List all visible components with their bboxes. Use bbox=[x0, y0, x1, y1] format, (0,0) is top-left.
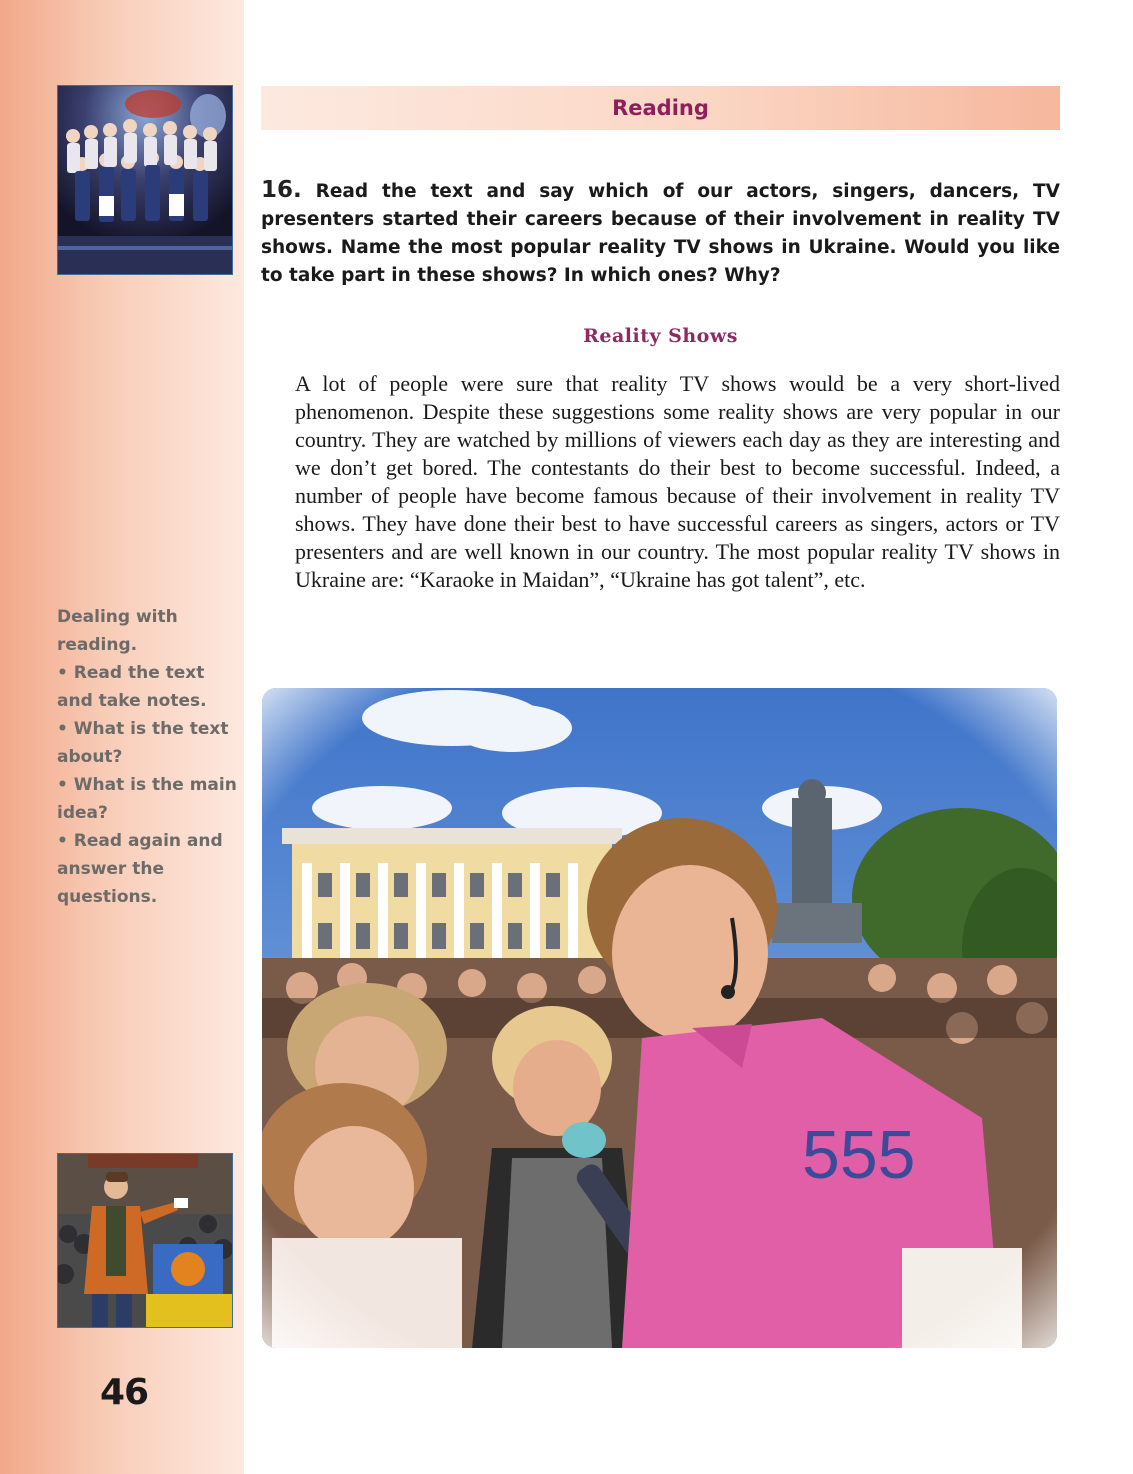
tv-presenter-orange-jacket-photo bbox=[57, 1153, 233, 1328]
children-choir-stage-photo bbox=[57, 85, 233, 275]
tip-heading: Dealing with reading. bbox=[57, 607, 178, 655]
article-title: Reality Shows bbox=[583, 325, 738, 347]
tip-item: • Read the text and take notes. bbox=[57, 663, 207, 711]
reading-strategy-tips bbox=[57, 603, 237, 911]
article-body: A lot of people were sure that reality TV shows would be a very short-lived phenomenon. Despite these suggestions some reality shows are very popular in our country. They are watched by millions of viewers each day as they are interesting and we don’t get bored. The contestants do their best to become successful. Indeed, a number of people have become famous because of their involvement in reality TV shows. They have done their best to have successful careers as singers, actors or TV presenters and are well known in our country. The most popular reality TV shows in Ukraine are: “Karaoke in Maidan”, “Ukraine has got talent”, etc. bbox=[295, 371, 1060, 592]
tip-item: • What is the main idea? bbox=[57, 775, 237, 823]
section-header-bar bbox=[261, 86, 1060, 130]
reality-show-crowd-photo bbox=[262, 688, 1057, 1348]
task-instructions bbox=[261, 176, 1060, 290]
tip-item: • Read again and answer the questions. bbox=[57, 831, 223, 907]
left-margin-band bbox=[0, 0, 244, 1474]
tip-item: • What is the text about? bbox=[57, 719, 229, 767]
section-title: Reading bbox=[612, 96, 709, 120]
task-text: Read the text and say which of our actors, singers, dancers, TV presenters started their careers because of their involvement in reality TV shows. Name the most popular reality TV shows in Ukraine. Would you like to take part in these shows? In which ones? Why? bbox=[261, 181, 1060, 286]
task-number: 16. bbox=[261, 177, 302, 203]
page-number: 46 bbox=[100, 1372, 149, 1413]
